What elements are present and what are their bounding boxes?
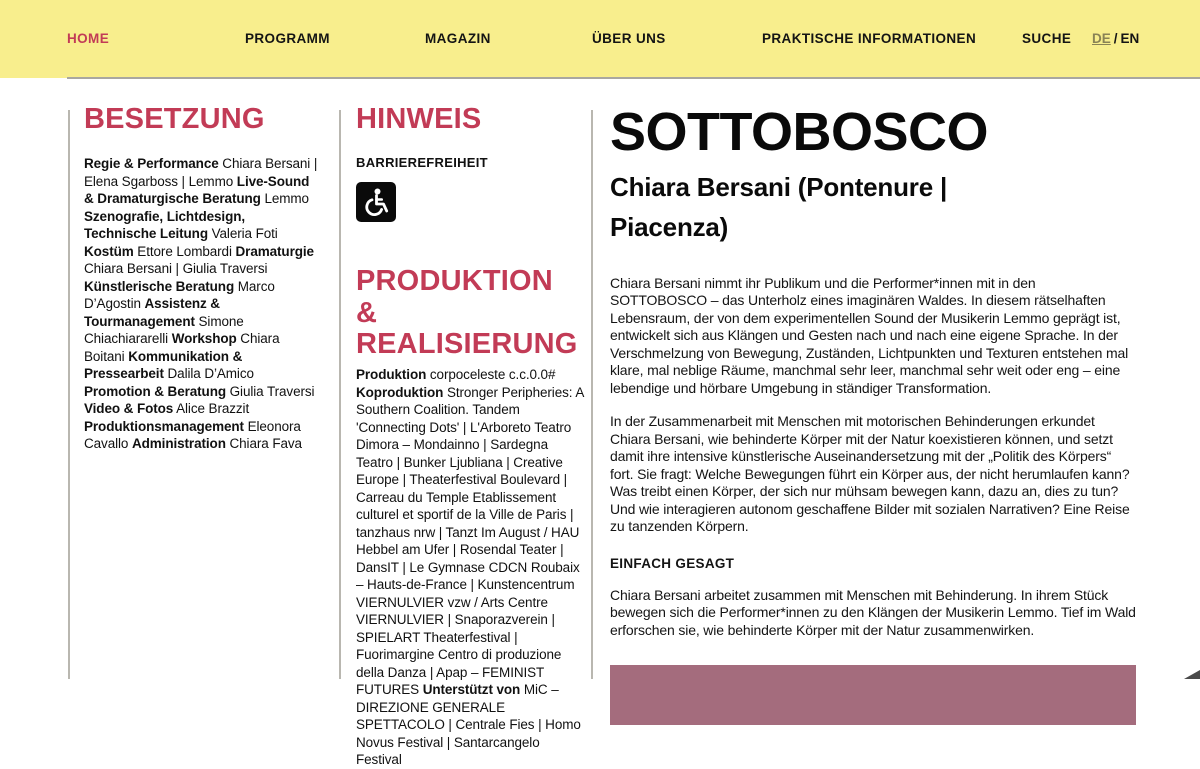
language-en[interactable]: EN (1121, 31, 1140, 46)
production-credits: Produktion corpoceleste c.c.0.0# Koproduktion Stronger Peripheries: A Southern Coalition. Tandem 'Connecting Dots' | L'Arboreto Teatro Dimora – Mondainno | Sardegna Teatro | Bunker Ljubliana | Creative Europe | Theaterfestival Boulevard | Carreau du Temple Etablissement culturel et sportif de la Ville de Paris | tanzhaus nrw | Tanzt Im August / HAU Hebbel am Ufer | Rosendal Teater | DansIT | Le Gymnase CDCN Roubaix – Hauts-de-France | Kunstencentrum VIERNULVIER vzw / Arts Centre VIERNULVIER | Snaporazverein | SPIELART Theaterfestival | Fuorimargine Centro di produzione della Danza | Apap – FEMINIST FUTURES Unterstützt von MiC – DIREZIONE GENERALE SPETTACOLO | Centrale Fies | Homo Novus Festival | Santarcangelo Festival (356, 366, 584, 769)
nav-item-programm[interactable]: PROGRAMM (245, 31, 330, 46)
language-switcher (1092, 31, 1139, 46)
nav-item-home[interactable]: HOME (67, 31, 109, 46)
notice-heading: HINWEIS (356, 104, 584, 135)
cursor-artifact (1184, 670, 1200, 679)
main-content (610, 104, 1136, 725)
nav-item-ueber-uns[interactable]: ÜBER UNS (592, 31, 666, 46)
production-heading-line1: PRODUKTION (356, 265, 553, 297)
top-navigation-bar (0, 0, 1200, 78)
nav-item-magazin[interactable]: MAGAZIN (425, 31, 491, 46)
cast-heading: BESETZUNG (84, 104, 320, 135)
simple-language-text: Chiara Bersani arbeitet zusammen mit Menschen mit Behinderung. In ihrem Stück bewegen sich die Performer*innen zu den Klängen der Musikerin Lemmo. Tief im Wald erforschen sie, wie behinderte Körper mit der Natur zusammenwirken. (610, 587, 1136, 640)
simple-language-heading: EINFACH GESAGT (610, 556, 1136, 571)
description-paragraph-1: Chiara Bersani nimmt ihr Publikum und die Performer*innen mit in den SOTTOBOSCO – das Unterholz eines imaginären Waldes. In diesem rätselhaften Lebensraum, der von dem experimentellen Sound der Musikerin Lemmo geprägt ist, entwickelt sich aus Klängen und Gesten nach und nach eine eigene Sprache. In der Verschmelzung von Bewegung, Zuständen, Lichtpunkten und Texturen entstehen mal klare, mal neblige Räume, manchmal sehr leer, manchmal sehr weit oder eng – eine lebendige und hörbare Umgebung in ständiger Transformation. (610, 275, 1136, 398)
media-image-placeholder (610, 665, 1136, 725)
page-subtitle: Chiara Bersani (Pontenure | Piacenza) (610, 167, 970, 247)
page-title: SOTTOBOSCO (610, 104, 1136, 161)
accessibility-label: BARRIEREFREIHEIT (356, 155, 584, 170)
language-separator: / (1111, 31, 1121, 46)
column-divider (591, 110, 593, 679)
nav-item-praktische-informationen[interactable]: PRAKTISCHE INFORMATIONEN (762, 31, 976, 46)
description-paragraph-2: In der Zusammenarbeit mit Menschen mit motorischen Behinderungen erkundet Chiara Bersani, wie behinderte Körper mit der Natur koexistieren können, und setzt damit ihre intensive künstlerische Auseinandersetzung mit der „Politik des Körpers“ fort. Sie fragt: Welche Bewegungen führt ein Körper aus, der nicht herumlaufen kann? Was treibt einen Körper, der sich nur mühsam bewegen kann, dazu an, dies zu tun? Und wie interagieren autonom geschaffene Bilder mit sozialen Narrativen? Eine Reise zu tanzenden Körpern. (610, 413, 1136, 536)
production-heading-line2: & REALISIERUNG (356, 297, 578, 360)
column-divider (68, 110, 70, 679)
language-de[interactable]: DE (1092, 31, 1111, 46)
nav-item-suche[interactable]: SUCHE (1022, 31, 1071, 46)
wheelchair-icon (356, 182, 396, 222)
cast-credits: Regie & Performance Chiara Bersani | Elena Sgarboss | Lemmo Live-Sound & Dramaturgische Beratung Lemmo Szenografie, Lichtdesign, Technische Leitung Valeria Foti Kostüm Ettore Lombardi Dramaturgie Chiara Bersani | Giulia Traversi Künstlerische Beratung Marco D’Agostin Assistenz & Tourmanagement Simone Chiachiararelli Workshop Chiara Boitani Kommunikation & Pressearbeit Dalila D’Amico Promotion & Beratung Giulia Traversi Video & Fotos Alice Brazzit Produktionsmanagement Eleonora Cavallo Administration Chiara Fava (84, 155, 320, 453)
cast-column (84, 104, 320, 453)
column-divider (339, 110, 341, 679)
notice-column (356, 104, 584, 769)
production-heading (356, 266, 584, 360)
